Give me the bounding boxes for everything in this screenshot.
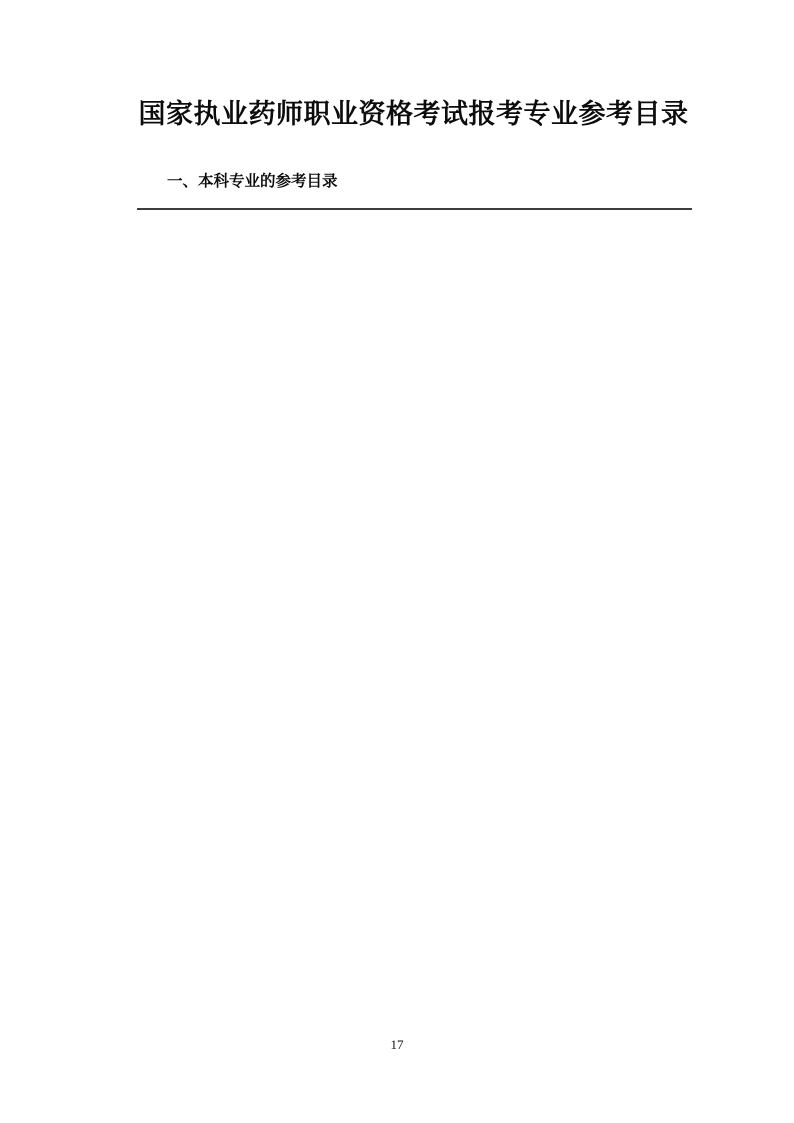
page-title: 国家执业药师职业资格考试报考专业参考目录 — [138, 99, 689, 129]
majors-table — [137, 208, 692, 210]
page-number: 17 — [390, 1037, 404, 1052]
section-heading: 一、本科专业的参考目录 — [167, 173, 338, 190]
